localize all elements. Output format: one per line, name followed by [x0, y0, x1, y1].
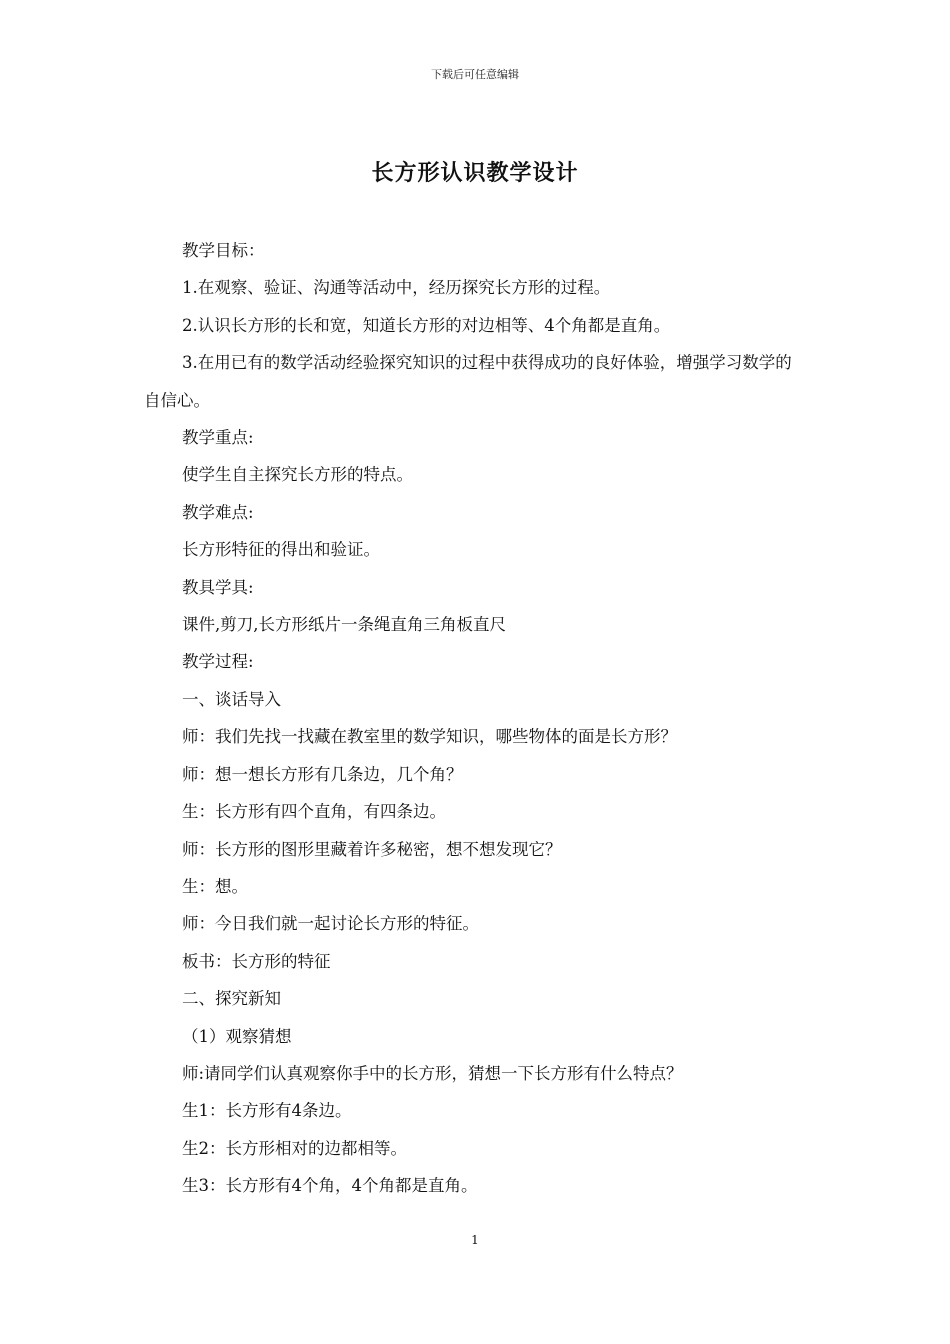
paragraph-difficulty: 长方形特征的得出和验证。: [182, 540, 380, 560]
paragraph-dialogue: 师：今日我们就一起讨论长方形的特征。: [182, 914, 479, 934]
paragraph-key-points: 使学生自主探究长方形的特点。: [182, 465, 413, 485]
paragraph-dialogue: 生1：长方形有4条边。: [182, 1101, 352, 1121]
page-number: 1: [471, 1233, 479, 1247]
paragraph-section-2: 二、探究新知: [182, 989, 281, 1009]
paragraph-objective-2: 2.认识长方形的长和宽，知道长方形的对边相等、4个角都是直角。: [182, 315, 671, 335]
paragraph-dialogue: 生：想。: [182, 876, 248, 896]
paragraph-objective-1: 1.在观察、验证、沟通等活动中，经历探究长方形的过程。: [182, 278, 611, 298]
paragraph-dialogue: 生3：长方形有4个角，4个角都是直角。: [182, 1176, 478, 1196]
document-body: [144, 232, 808, 1205]
paragraph-dialogue: 师：长方形的图形里藏着许多秘密，想不想发现它？: [182, 839, 562, 859]
paragraph-dialogue: 师：我们先找一找藏在教室里的数学知识，哪些物体的面是长方形？: [182, 727, 677, 747]
paragraph-materials: 课件,剪刀,长方形纸片一条绳直角三角板直尺: [182, 615, 506, 635]
paragraph-objectives-heading: 教学目标：: [182, 241, 265, 260]
paragraph-dialogue: 师:请同学们认真观察你手中的长方形，猜想一下长方形有什么特点？: [182, 1063, 683, 1083]
document-title: 长方形认识教学设计: [371, 160, 579, 186]
paragraph-dialogue: 生2：长方形相对的边都相等。: [182, 1138, 407, 1158]
paragraph-dialogue: 师：想一想长方形有几条边，几个角？: [182, 764, 463, 784]
page-header-note: 下载后可任意编辑: [431, 68, 519, 81]
paragraph-dialogue: 生：长方形有四个直角，有四条边。: [182, 802, 446, 822]
paragraph-section-1: 一、谈话导入: [182, 689, 281, 709]
paragraph-key-points-heading: 教学重点:: [182, 428, 254, 448]
paragraph-objective-3: 3.在用已有的数学活动经验探究知识的过程中获得成功的良好体验，增强学习数学的自信心。: [144, 353, 792, 410]
paragraph-difficulty-heading: 教学难点:: [182, 502, 254, 522]
paragraph-subsection-1: （1）观察猜想: [182, 1026, 292, 1046]
paragraph-materials-heading: 教具学具:: [182, 577, 254, 597]
paragraph-board-note: 板书：长方形的特征: [182, 951, 331, 971]
paragraph-process-heading: 教学过程:: [182, 652, 254, 672]
